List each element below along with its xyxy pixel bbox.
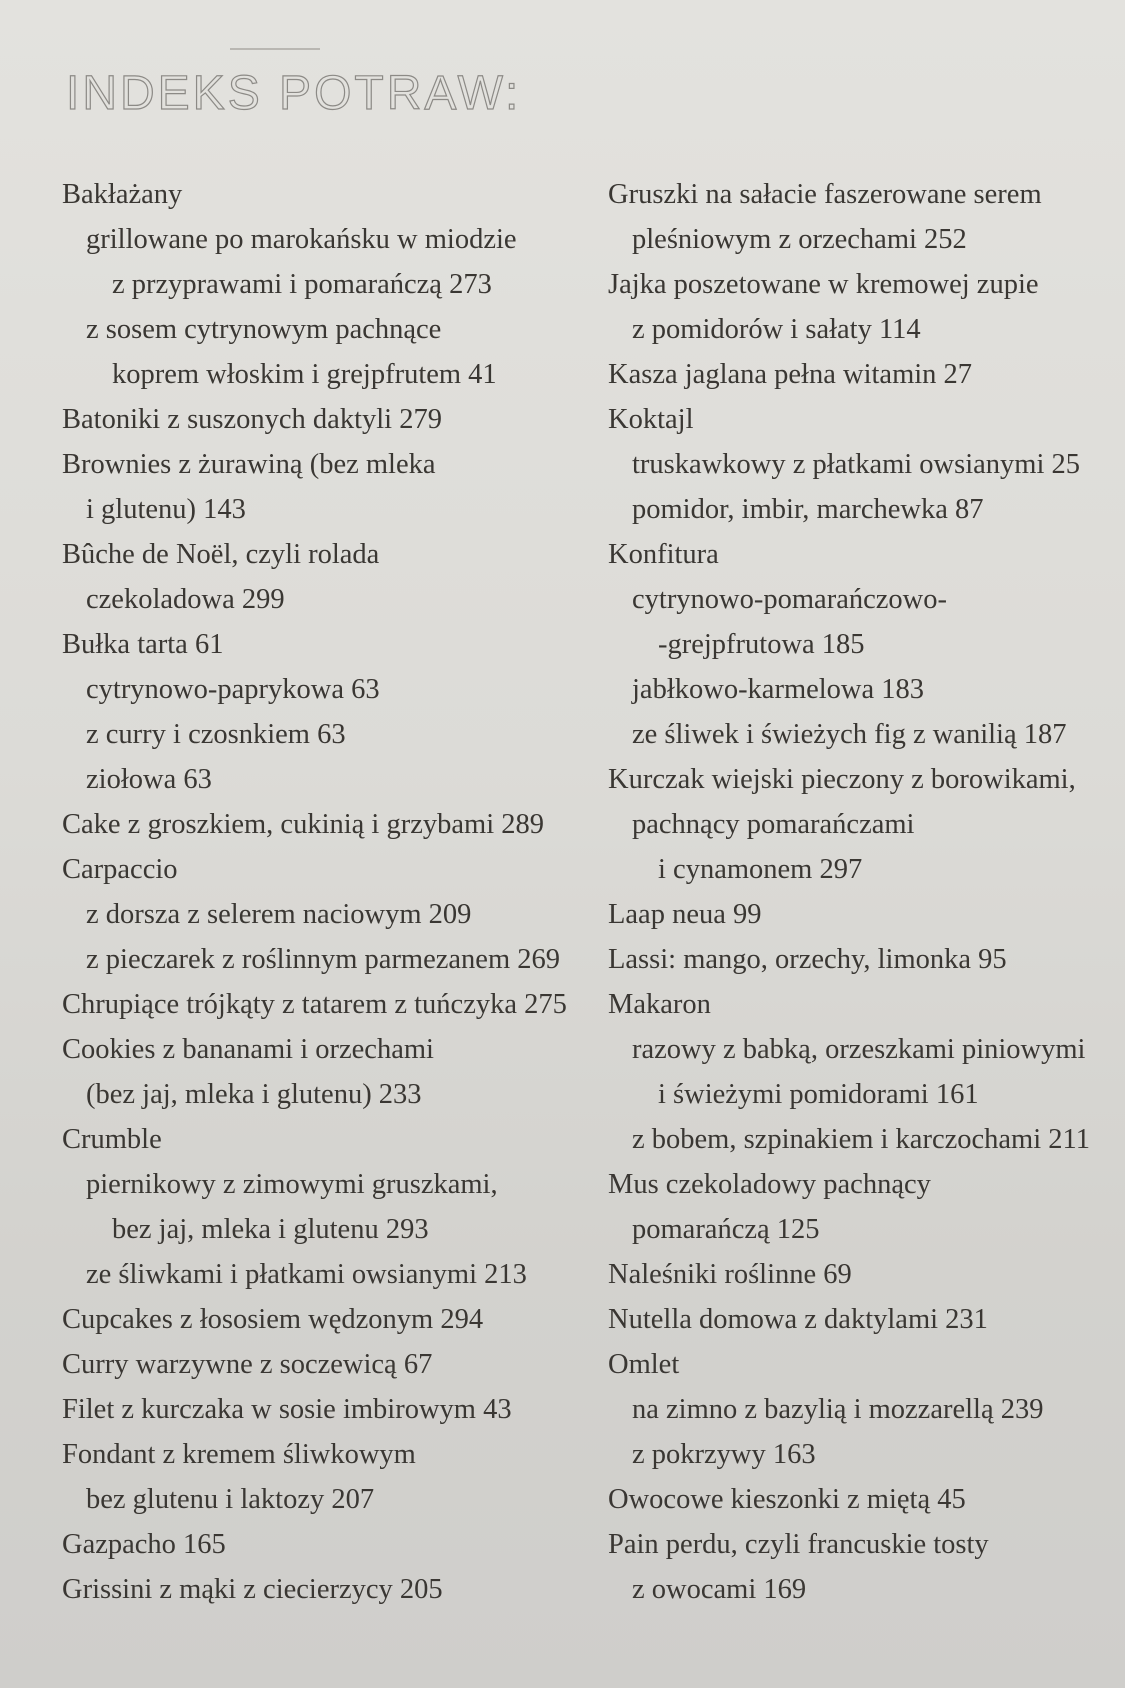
index-entry: Chrupiące trójkąty z tatarem z tuńczyka 275 bbox=[62, 989, 567, 1020]
index-entry: Naleśniki roślinne 69 bbox=[608, 1259, 852, 1290]
index-entry: Cupcakes z łososiem wędzonym 294 bbox=[62, 1304, 484, 1335]
index-subentry: z przyprawami i pomarańczą 273 bbox=[112, 269, 492, 300]
index-subentry: (bez jaj, mleka i glutenu) 233 bbox=[86, 1079, 422, 1110]
index-entry: Jajka poszetowane w kremowej zupie bbox=[608, 269, 1039, 300]
index-column-right bbox=[608, 172, 1108, 1612]
index-subentry: truskawkowy z płatkami owsianymi 25 bbox=[632, 449, 1081, 480]
index-entry: Pain perdu, czyli francuskie tosty bbox=[608, 1529, 989, 1560]
index-subentry: ze śliwek i świeżych fig z wanilią 187 bbox=[632, 719, 1067, 750]
index-entry: Koktajl bbox=[608, 404, 694, 435]
index-subentry: ze śliwkami i płatkami owsianymi 213 bbox=[86, 1259, 527, 1290]
index-entry: Crumble bbox=[62, 1124, 162, 1155]
index-subentry: cytrynowo-pomarańczowo- bbox=[632, 584, 947, 615]
index-subentry: pleśniowym z orzechami 252 bbox=[632, 224, 967, 255]
index-subentry: bez glutenu i laktozy 207 bbox=[86, 1484, 375, 1515]
index-column-left bbox=[62, 172, 572, 1612]
index-entry: Curry warzywne z soczewicą 67 bbox=[62, 1349, 433, 1380]
index-subentry: bez jaj, mleka i glutenu 293 bbox=[112, 1214, 429, 1245]
index-entry: Nutella domowa z daktylami 231 bbox=[608, 1304, 988, 1335]
index-subentry: czekoladowa 299 bbox=[86, 584, 285, 615]
index-subentry: i cynamonem 297 bbox=[658, 854, 863, 885]
index-entry: Makaron bbox=[608, 989, 711, 1020]
index-subentry: razowy z babką, orzeszkami piniowymi bbox=[632, 1034, 1086, 1065]
index-entry: Lassi: mango, orzechy, limonka 95 bbox=[608, 944, 1007, 975]
index-subentry: -grejpfrutowa 185 bbox=[658, 629, 865, 660]
index-subentry: z curry i czosnkiem 63 bbox=[86, 719, 346, 750]
index-subentry: na zimno z bazylią i mozzarellą 239 bbox=[632, 1394, 1044, 1425]
title-decorative-rule bbox=[230, 48, 320, 50]
index-entry: Gazpacho 165 bbox=[62, 1529, 226, 1560]
index-entry: Fondant z kremem śliwkowym bbox=[62, 1439, 416, 1470]
index-subentry: cytrynowo-paprykowa 63 bbox=[86, 674, 380, 705]
index-subentry: z bobem, szpinakiem i karczochami 211 bbox=[632, 1124, 1090, 1155]
index-entry: Omlet bbox=[608, 1349, 680, 1380]
index-entry: Bułka tarta 61 bbox=[62, 629, 224, 660]
index-entry: Cookies z bananami i orzechami bbox=[62, 1034, 434, 1065]
index-subentry: grillowane po marokańsku w miodzie bbox=[86, 224, 517, 255]
index-subentry: z sosem cytrynowym pachnące bbox=[86, 314, 442, 345]
index-subentry: koprem włoskim i grejpfrutem 41 bbox=[112, 359, 497, 390]
index-entry: Kasza jaglana pełna witamin 27 bbox=[608, 359, 973, 390]
index-entry: Owocowe kieszonki z miętą 45 bbox=[608, 1484, 966, 1515]
index-entry: Bakłażany bbox=[62, 179, 183, 210]
index-subentry: z owocami 169 bbox=[632, 1574, 807, 1605]
index-entry: Brownies z żurawiną (bez mleka bbox=[62, 449, 436, 480]
index-subentry: pomarańczą 125 bbox=[632, 1214, 820, 1245]
index-entry: Kurczak wiejski pieczony z borowikami, bbox=[608, 764, 1076, 795]
index-entry: Gruszki na sałacie faszerowane serem bbox=[608, 179, 1042, 210]
index-subentry: piernikowy z zimowymi gruszkami, bbox=[86, 1169, 498, 1200]
index-subentry: z pomidorów i sałaty 114 bbox=[632, 314, 921, 345]
index-subentry: jabłkowo-karmelowa 183 bbox=[632, 674, 925, 705]
index-subentry: i świeżymi pomidorami 161 bbox=[658, 1079, 979, 1110]
index-entry: Carpaccio bbox=[62, 854, 178, 885]
index-entry: Grissini z mąki z ciecierzycy 205 bbox=[62, 1574, 443, 1605]
index-subentry: z pieczarek z roślinnym parmezanem 269 bbox=[86, 944, 560, 975]
index-subentry: z pokrzywy 163 bbox=[632, 1439, 816, 1470]
index-entry: Mus czekoladowy pachnący bbox=[608, 1169, 931, 1200]
index-subentry: i glutenu) 143 bbox=[86, 494, 246, 525]
index-entry: Batoniki z suszonych daktyli 279 bbox=[62, 404, 442, 435]
index-subentry: pachnący pomarańczami bbox=[632, 809, 915, 840]
index-entry: Laap neua 99 bbox=[608, 899, 762, 930]
index-entry: Cake z groszkiem, cukinią i grzybami 289 bbox=[62, 809, 544, 840]
index-subentry: z dorsza z selerem naciowym 209 bbox=[86, 899, 472, 930]
index-subentry: ziołowa 63 bbox=[86, 764, 212, 795]
page-title: INDEKS POTRAW: bbox=[66, 67, 522, 120]
index-entry: Konfitura bbox=[608, 539, 719, 570]
index-subentry: pomidor, imbir, marchewka 87 bbox=[632, 494, 984, 525]
index-entry: Filet z kurczaka w sosie imbirowym 43 bbox=[62, 1394, 512, 1425]
index-entry: Bûche de Noël, czyli rolada bbox=[62, 539, 380, 570]
